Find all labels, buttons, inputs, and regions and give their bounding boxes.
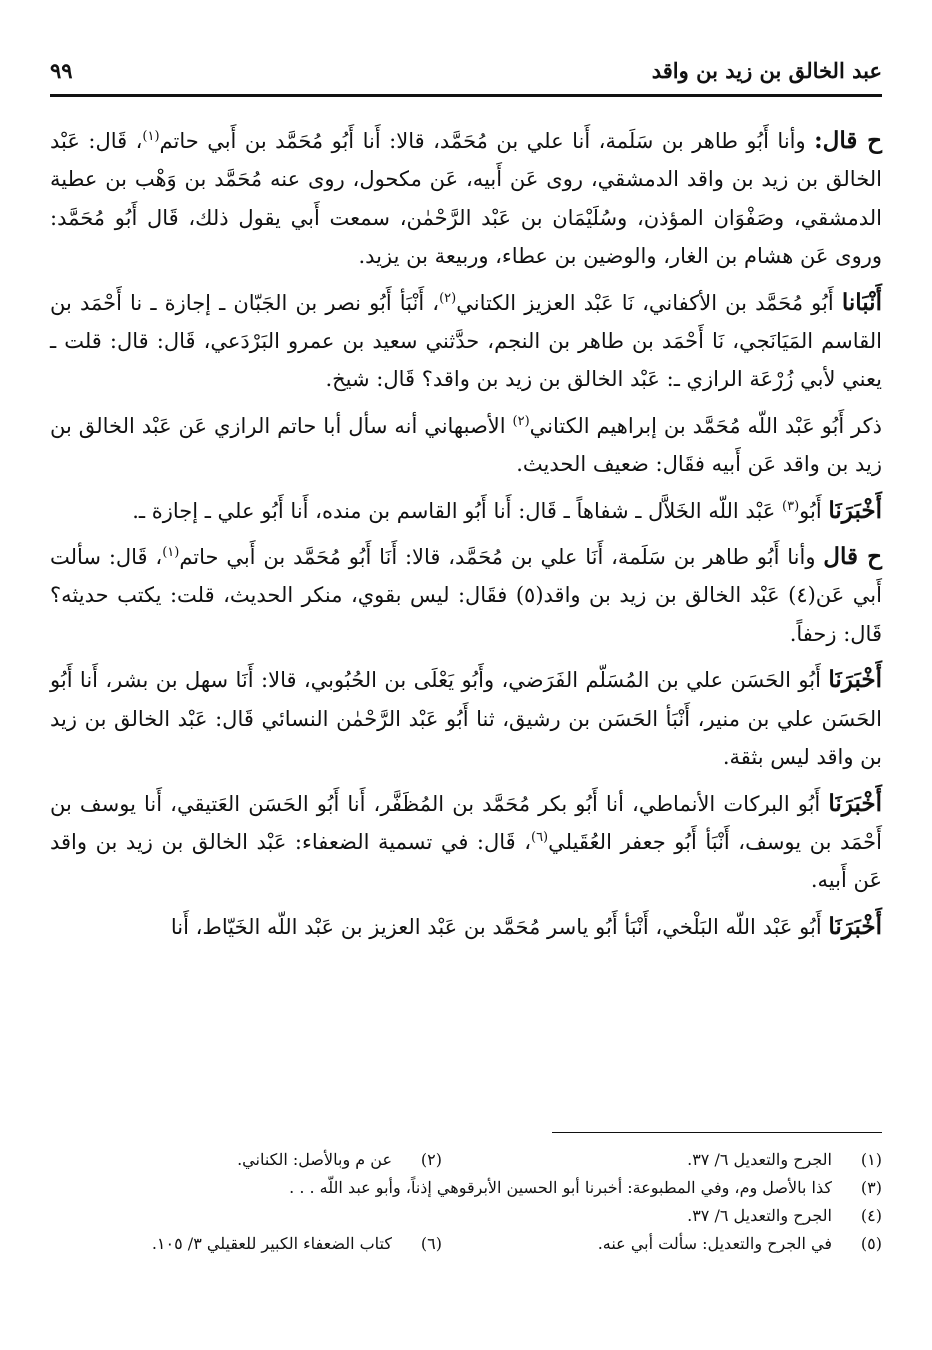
footnote-number: (١) (860, 1150, 882, 1169)
footnote-number: (٥) (860, 1234, 882, 1253)
footnote-row (50, 1146, 882, 1174)
footnote-marker[interactable]: (١) (162, 545, 180, 561)
footnote (289, 1174, 882, 1202)
footnote-number: (٤) (860, 1206, 882, 1225)
page-number: ٩٩ (50, 58, 73, 83)
footnote-text: الجرح والتعديل ٦/ ٣٧. (687, 1206, 832, 1225)
paragraph-text: أَبُو مُحَمَّد بن الأكفاني، نَا عَبْد العزيز الكتاني (456, 290, 842, 315)
header-rule (50, 94, 882, 97)
footnote-rule (552, 1132, 882, 1133)
paragraph-text: أَبُو عَبْد اللّه البَلْخي، أَنْبَأ أَبُو ياسر مُحَمَّد بن عَبْد العزيز بن عَبْد اللّه الخَيّاط، أَنا (170, 914, 829, 939)
footnote-number: (٦) (420, 1234, 442, 1253)
footnote-text: عن م وبالأصل: الكناني. (237, 1150, 392, 1169)
footnote (152, 1230, 442, 1258)
paragraph-text-continued: ، قَال: عَبْد الخالق بن زيد بن واقد الدمشقي، روى عَن أَبيه، عَن مكحول، روى عنه مُحَمَّد بن وَهْب بن عطية الدمشقي، وصَفْوَان المؤذن، وسُلَيْمَان بن عَبْد الرَّحْمٰن، سمعت أَبي يقول ذلك، قَال أَبُو مُحَمَّد: وروى عَن هشام بن الغار، والوضين بن عطاء، وربيعة بن يزيد. (50, 129, 882, 269)
footnote-marker[interactable]: (٢) (512, 413, 530, 429)
footnote-text: في الجرح والتعديل: سألت أبي عنه. (597, 1234, 832, 1253)
paragraph-text-continued: ، قَال: في تسمية الضعفاء: عَبْد الخالق بن زيد بن واقد عَن أَبيه. (50, 829, 882, 893)
footnote-row (50, 1174, 882, 1202)
footnote (687, 1202, 882, 1230)
footnote (442, 1146, 882, 1174)
footnote-text: كذا بالأصل وم، وفي المطبوعة: أخبرنا أبو الحسين الأبرقوهي إذناً، وأبو عبد اللّه . . . (289, 1178, 832, 1197)
footnote-text: الجرح والتعديل ٦/ ٣٧. (687, 1150, 832, 1169)
paragraph (50, 908, 882, 946)
footnote-marker[interactable]: (٢) (439, 290, 457, 306)
paragraph-text: أَبُو البركات الأنماطي، أنا أَبُو بكر مُحَمَّد بن المُظَفَّر، أَنا أَبُو الحَسَن العَتيقي، أَنا يوسف بن أَحْمَد بن يوسف، أَنْبَأ أَبُو جعفر العُقَيلي (50, 791, 882, 854)
paragraph (50, 407, 882, 484)
footnote-marker[interactable]: (١) (142, 129, 160, 144)
paragraph (50, 785, 882, 900)
running-title: عبد الخالق بن زيد بن واقد (651, 58, 882, 83)
paragraph (50, 492, 882, 530)
paragraph-lead: أَخْبَرَنَا (828, 496, 882, 524)
paragraph-lead: ح قال (823, 543, 882, 571)
footnote-marker[interactable]: (٦) (530, 829, 549, 845)
footnote-number: (٢) (420, 1150, 442, 1169)
paragraph-text-continued: ، قَال: سألت أَبي عَن(٤) عَبْد الخالق بن زيد بن واقد(٥) فقَال: ليس بقوي، منكر الحديث، قلت: يكتب حديثه؟ قَال: زحفاً. (50, 545, 882, 646)
paragraph-lead: أَخْبَرَنَا (828, 912, 882, 940)
paragraph (50, 661, 882, 776)
paragraph-lead: أَخْبَرَنَا (828, 789, 882, 817)
paragraph-text: ذكر أَبُو عَبْد اللّه مُحَمَّد بن إبراهيم الكتاني (529, 413, 882, 438)
paragraph-text-continued: الأصبهاني أنه سأل أبا حاتم الرازي عَن عَبْد الخالق بن زيد بن واقد عَن أَبيه فقَال: ضعيف الحديث. (50, 413, 882, 477)
paragraph-text: وأنا أَبُو طاهر بن سَلَمة، أَنا علي بن مُحَمَّد، قالا: أَنا أَبُو مُحَمَّد بن أَبي حاتم (159, 129, 815, 153)
footnote-text: كتاب الضعفاء الكبير للعقيلي ٣/ ١٠٥. (151, 1234, 392, 1253)
footnote-number: (٣) (860, 1178, 882, 1197)
paragraph-lead: ح قال: (814, 127, 882, 154)
paragraph-text-continued: عَبْد اللّه الخَلاَّل ـ شفاهاً ـ قَال: أَنا أَبُو القاسم بن منده، أَنا أَبُو علي ـ إجازة ـ. (132, 498, 782, 523)
paragraph-text: وأنا أَبُو طاهر بن سَلَمة، أَنَا علي بن مُحَمَّد، قالا: أَنَا أَبُو مُحَمَّد بن أَبي حاتم (179, 545, 824, 570)
footnote (237, 1146, 442, 1174)
page-header (50, 52, 882, 94)
footnotes (50, 1146, 882, 1258)
footnote-row (50, 1230, 882, 1258)
footnote (442, 1230, 882, 1258)
paragraph (50, 538, 882, 653)
main-text (50, 122, 882, 946)
paragraph-text-continued: ، أَنْبَأ أَبُو نصر بن الجَبّان ـ إجازة ـ نا أَحْمَد بن القاسم المَيَانَجي، نَا أَحْمَد بن طاهر بن النجم، حدَّثني سعيد بن عمرو البَرْدَعي، قَال: قال: قلت ـ يعني لأبي زُرْعَة الرازي ـ: عَبْد الخالق بن زيد بن واقد؟ قَال: شيخ. (50, 290, 882, 392)
paragraph-lead: أَنْبَانا (841, 288, 882, 316)
footnote-row (50, 1202, 882, 1230)
paragraph-text: أَبُو (799, 498, 829, 523)
footnote-marker[interactable]: (٣) (782, 498, 800, 514)
paragraph-text: أَبُو الحَسَن علي بن المُسَلّم الفَرَضي، وأَبُو يَعْلَى بن الحُبُوبي، قالا: أَنَا سهل بن بشر، أَنا أَبُو الحَسَن علي بن منير، أَنْبَأ الحَسَن بن رشيق، ثنا أَبُو عَبْد الرَّحْمٰن النسائي قَال: عَبْد الخالق بن زيد بن واقد ليس بثقة. (50, 668, 882, 770)
paragraph (50, 284, 882, 399)
paragraph (50, 122, 882, 276)
paragraph-lead: أَخْبَرَنَا (828, 666, 882, 694)
